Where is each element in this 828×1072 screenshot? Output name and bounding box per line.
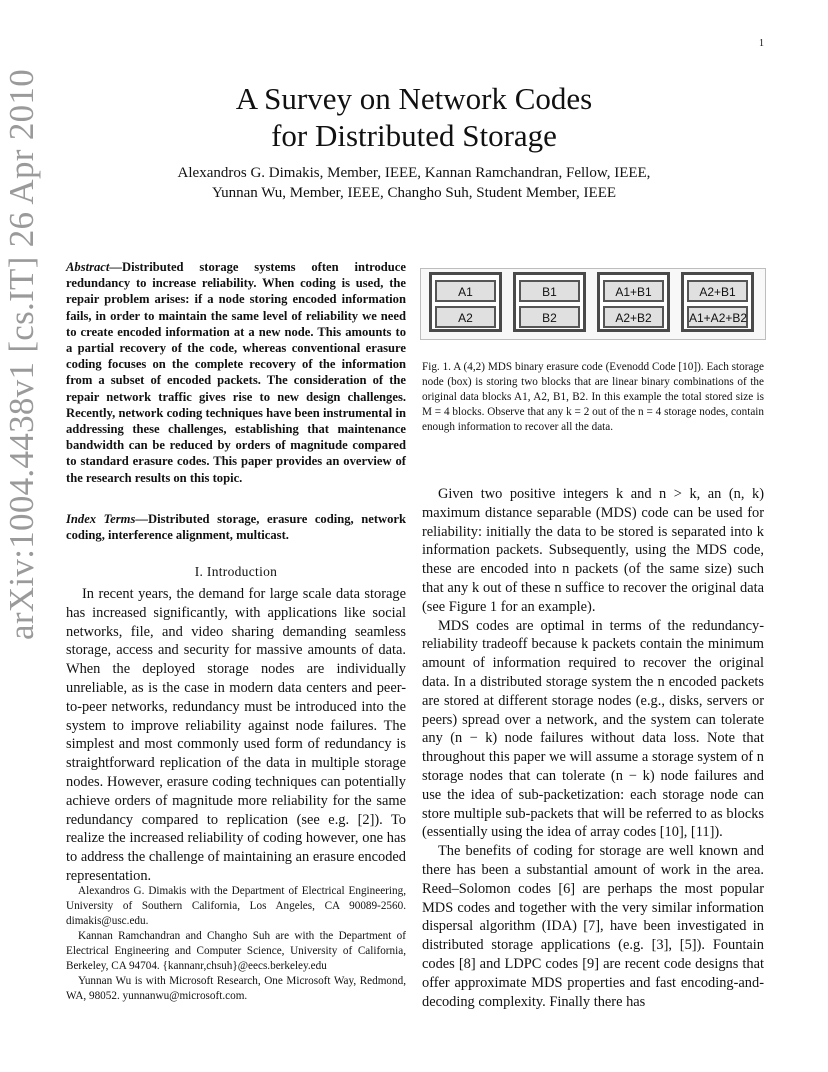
footnote-1: Alexandros G. Dimakis with the Department of Electrical Engineering, University of Southern California, Los Angeles, CA 90089-2560. dimakis@usc.edu. bbox=[66, 885, 406, 927]
footnote-2: Kannan Ramchandran and Changho Suh are with the Department of Electrical Engineering and Computer Science, University of California, Berkeley, CA 94704. {kannanr,chsuh}@eecs.berkeley.edu bbox=[66, 930, 406, 972]
block-bottom: A2 bbox=[435, 306, 496, 328]
block-top: A2+B1 bbox=[687, 280, 748, 302]
intro-column bbox=[66, 585, 406, 886]
storage-node-1 bbox=[429, 272, 502, 332]
paper-title bbox=[0, 80, 828, 154]
storage-node-2 bbox=[513, 272, 586, 332]
paragraph-mds-definition: Given two positive integers k and n > k, an (n, k) maximum distance separable (MDS) code can be used for reliability: initially the data to be stored is separated into k information packets. Subsequently, using the MDS code, these are encoded into n packets (of the same size) such that any k out of these n suffice to recover the original data (see Figure 1 for an example). bbox=[422, 486, 764, 615]
abstract-label: Abstract bbox=[66, 260, 110, 274]
section-heading: I. Introduction bbox=[194, 564, 278, 579]
authors-line-1: Alexandros G. Dimakis, Member, IEEE, Kannan Ramchandran, Fellow, IEEE, bbox=[177, 165, 651, 181]
right-column bbox=[422, 485, 764, 1011]
footnotes bbox=[66, 884, 406, 1004]
storage-node-3 bbox=[597, 272, 670, 332]
footnote-3: Yunnan Wu is with Microsoft Research, One Microsoft Way, Redmond, WA, 98052. yunnanwu@microsoft.com. bbox=[66, 975, 406, 1002]
paragraph-coding-benefits: The benefits of coding for storage are well known and there has been a substantial amount of work in the area. Reed–Solomon codes [6] are perhaps the most popular MDS codes and together with the very similar information dispersal algorithm (IDA) [7], have been investigated in distributed storage applications (e.g. [3], [5]). Fountain codes [8] and LDPC codes [9] are recent code designs that offer approximate MDS properties and fast encoding-and-decoding complexity. Finally there has bbox=[422, 843, 764, 1010]
index-terms bbox=[66, 511, 406, 543]
authors-line-2: Yunnan Wu, Member, IEEE, Changho Suh, Student Member, IEEE bbox=[211, 185, 617, 201]
index-label: Index Terms bbox=[66, 512, 136, 526]
authors bbox=[0, 163, 828, 203]
block-top: B1 bbox=[519, 280, 580, 302]
intro-paragraph: In recent years, the demand for large scale data storage has increased significantly, with applications like social networks, file, and video sharing demanding seamless storage, access and security for massive amounts of data. When the deployed storage nodes are individually unreliable, as is the case in modern data centers and peer-to-peer networks, redundancy must be introduced into the system to improve reliability against node failures. The simplest and most commonly used form of redundancy is straightforward replication of the data in multiple storage nodes. However, erasure coding techniques can potentially achieve orders of magnitude more reliability for the same redundancy compared to replication (see e.g. [2]). To realize the increased reliability of coding however, one has to address the challenge of maintaining an erasure encoded representation. bbox=[66, 586, 406, 884]
abstract bbox=[66, 259, 406, 486]
storage-node-4 bbox=[681, 272, 754, 332]
abstract-text: —Distributed storage systems often introduce redundancy to increase reliability. When coding is used, the repair problem arises: if a node storing encoded information fails, in order to maintain the same level of reliability we need to create encoded information at a new node. This amounts to a partial recovery of the code, whereas conventional erasure coding focuses on the complete recovery of the information from a subset of encoded packets. The consideration of the repair network traffic gives rise to new design challenges. Recently, network coding techniques have been instrumental in addressing these challenges, establishing that maintenance bandwidth can be reduced by orders of magnitude compared to standard erasure codes. This paper provides an overview of the research results on this topic. bbox=[66, 260, 406, 485]
block-bottom: B2 bbox=[519, 306, 580, 328]
paragraph-mds-optimal: MDS codes are optimal in terms of the redundancy-reliability tradeoff because k packets contain the minimum amount of information required to recover the original data. In a distributed storage system the n encoded packets are stored at different storage nodes (e.g., disks, servers or peers) spread over a network, and the system can tolerate any (n − k) node failures without data loss. Note that throughout this paper we will assume a storage system of n storage nodes that can tolerate (n − k) node failures and use the idea of sub-packetization: each storage node can store multiple sub-packets that will be referred to as blocks (essentially using the idea of array codes [10], [11]). bbox=[422, 617, 764, 841]
title-line-2: for Distributed Storage bbox=[271, 118, 557, 153]
block-top: A1+B1 bbox=[603, 280, 664, 302]
block-bottom: A1+A2+B2 bbox=[687, 306, 748, 328]
block-bottom: A2+B2 bbox=[603, 306, 664, 328]
title-line-1: A Survey on Network Codes bbox=[235, 81, 593, 116]
page-number: 1 bbox=[759, 38, 764, 49]
arxiv-stamp: arXiv:1004.4438v1 [cs.IT] 26 Apr 2010 bbox=[2, 68, 41, 640]
block-top: A1 bbox=[435, 280, 496, 302]
figure-caption: Fig. 1. A (4,2) MDS binary erasure code (Evenodd Code [10]). Each storage node (box) is storing two blocks that are linear binary combinations of the original data blocks A1, A2, B1, B2. In this example the total stored size is M = 4 blocks. Observe that any k = 2 out of the n = 4 storage nodes, contain enough information to recover all the data. bbox=[422, 361, 764, 433]
index-text: —Distributed storage, erasure coding, network coding, interference alignment, multicast. bbox=[66, 512, 406, 543]
figure-1 bbox=[420, 268, 766, 340]
